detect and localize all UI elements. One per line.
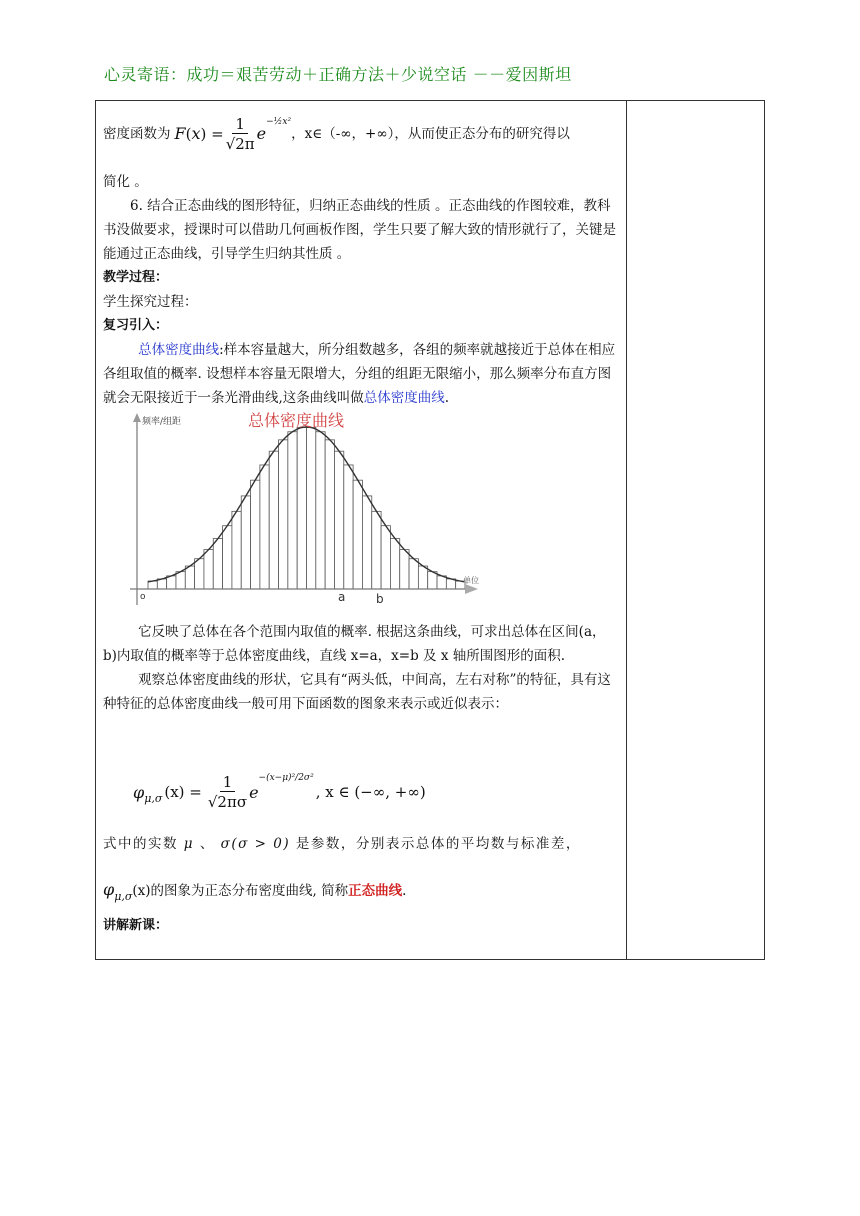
- histogram-bar: [409, 559, 418, 589]
- histogram-bar: [269, 451, 278, 589]
- histogram-bar: [418, 566, 427, 589]
- histogram-bar: [297, 428, 306, 589]
- y-axis-arrow: [133, 413, 141, 422]
- term-density-curve-2: 总体密度曲线: [363, 390, 445, 406]
- chart-mark-a: a: [338, 590, 346, 604]
- chart-xlabel: 单位: [463, 576, 479, 585]
- histogram-bar: [400, 550, 409, 589]
- histogram-bar: [185, 566, 194, 589]
- text-density-function: 密度函数为: [103, 126, 171, 142]
- paragraph-6: 6. 结合正态曲线的图形特征，归纳正态曲线的性质 。正态曲线的作图较难，教科书没做要求，授课时可以借助几何画板作图，学生只要了解大致的情形就行了，关键是能通过正态曲线，引导学生归纳其性质 。: [103, 198, 616, 262]
- histogram-bar: [334, 451, 343, 589]
- heading-new-lesson: 讲解新课：: [103, 918, 169, 933]
- histogram-bar: [279, 440, 288, 589]
- density-function-line: 密度函数为 F ( x ) = $\frac{1}{√2\pi}$ e −½x² ，x∈（-∞，+∞），从而使正态分布的研究得以: [103, 104, 619, 164]
- histogram-bar: [316, 432, 325, 589]
- text-simplify: 简化 。: [103, 174, 148, 190]
- histogram-bar: [372, 511, 381, 589]
- histogram-bar: [390, 539, 399, 589]
- histogram-bar: [223, 526, 232, 589]
- chart-ylabel: 频率/组距: [142, 417, 182, 427]
- content-lower: [103, 620, 619, 716]
- histogram-bar: [344, 465, 353, 589]
- histogram-bar: [204, 550, 213, 589]
- chart-origin: o: [140, 592, 146, 602]
- text-student-explore: 学生探究过程：: [103, 294, 198, 310]
- histogram-bar: [213, 539, 222, 589]
- heading-teaching-process: 教学过程：: [103, 270, 169, 285]
- header-motto: 心灵寄语：成功＝艰苦劳动＋正确方法＋少说空话 －－爱因斯坦: [104, 65, 572, 84]
- histogram-bar: [241, 496, 250, 589]
- histogram-bar: [428, 572, 437, 589]
- histogram-bar: [176, 572, 185, 589]
- table-column-divider: [626, 100, 627, 960]
- histogram-bar: [353, 480, 362, 589]
- content-params: [103, 832, 619, 938]
- formula-phi-exponent: −(x−μ)²/2σ²: [258, 773, 314, 783]
- histogram-bar: [307, 428, 316, 589]
- term-density-curve: 总体密度曲线: [138, 342, 220, 358]
- histogram-bar: [288, 432, 297, 589]
- formula-F: F: [174, 124, 186, 143]
- formula-F-fraction: $\frac{1}{√2\pi}$: [225, 114, 255, 153]
- x-axis-arrow: [465, 584, 478, 594]
- main-content: [103, 104, 619, 410]
- histogram-bar: [437, 576, 446, 589]
- histogram-bar: [260, 465, 269, 589]
- term-normal-curve: 正态曲线: [348, 883, 403, 899]
- histogram-bar: [195, 559, 204, 589]
- histogram-bar: [381, 526, 390, 589]
- heading-review-intro: 复习引入：: [103, 318, 169, 333]
- paragraph-observe: 观察总体密度曲线的形状，它具有“两头低，中间高，左右对称”的特征，具有这种特征的总体密度曲线一般可用下面函数的图象来表示或近似表示：: [103, 672, 611, 712]
- formula-F-exp-base: e: [256, 124, 267, 143]
- normal-density-formula: φ μ,σ (x) = $\frac{1}{√2\pi\sigma}$ e −(x−μ)²/2σ² , x ∈ (−∞, +∞): [133, 772, 426, 811]
- formula-phi-fraction: $\frac{1}{√2\pi\sigma}$: [207, 772, 248, 811]
- text-domain: ，x∈（-∞，+∞），从而使正态分布的研究得以: [291, 126, 570, 142]
- density-chart: [120, 410, 485, 615]
- chart-title: 总体密度曲线: [248, 411, 345, 430]
- histogram-bar: [167, 576, 176, 589]
- paragraph-reflect: 它反映了总体在各个范围内取值的概率. 根据这条曲线，可求出总体在区间(a，b)内取值的概率等于总体密度曲线，直线 x=a，x=b 及 x 轴所围图形的面积.: [103, 624, 606, 664]
- histogram-bar: [232, 511, 241, 589]
- paragraph-density-curve: 总体密度曲线:样本容量越大，所分组数越多，各组的频率就越接近于总体在相应各组取值的概率. 设想样本容量无限增大，分组的组距无限缩小，那么频率分布直方图就会无限接近于一条光滑曲线,这条曲线叫做总体密度曲线.: [103, 342, 616, 406]
- chart-mark-b: b: [376, 592, 384, 606]
- histogram-bar: [251, 480, 260, 589]
- paragraph-params: 式中的实数 μ 、 σ(σ > 0) 是参数，分别表示总体的平均数与标准差，: [103, 836, 581, 852]
- formula-F-exponent: −½x²: [266, 117, 292, 127]
- histogram-bar: [325, 440, 334, 589]
- paragraph-normal-curve: $\varphi_{\mu,\sigma}(x)$的图象为正态分布密度曲线, 简称正态曲线.: [103, 880, 407, 903]
- histogram-bar: [362, 496, 371, 589]
- histogram-bars: [148, 428, 465, 589]
